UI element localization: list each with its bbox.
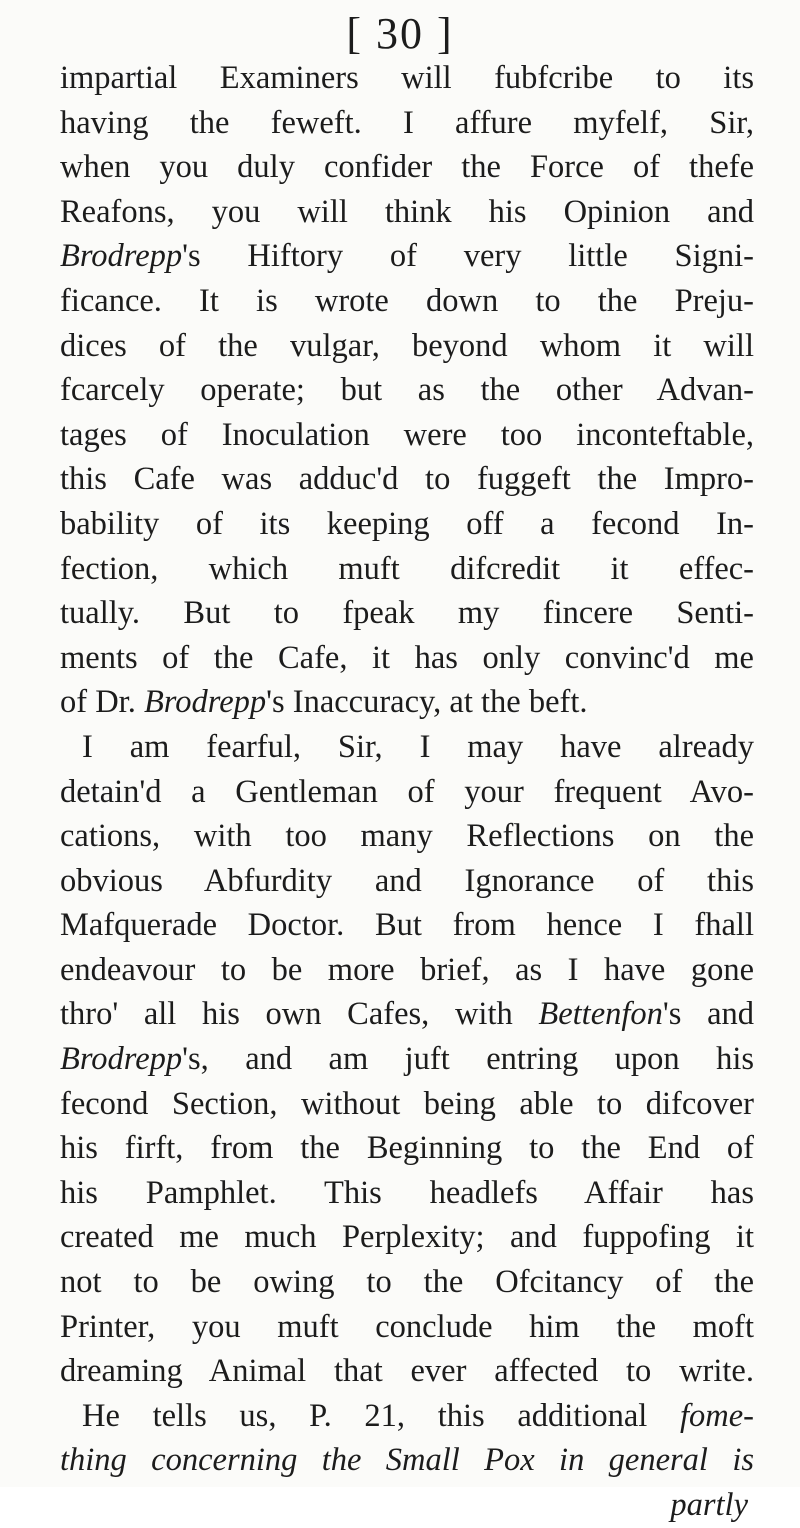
text-segment: this Cafe was adduc'd to fuggeft the Impro- [60, 461, 754, 498]
text-segment: cations, with too many Reflections on the [60, 818, 754, 855]
text-segment: fcarcely operate; but as the other Advan- [60, 372, 754, 409]
italic-text-segment: Brodrepp [60, 238, 183, 275]
text-segment: bability of its keeping off a fecond In- [60, 505, 754, 542]
text-line [60, 368, 754, 413]
text-line [60, 1483, 754, 1528]
text-line [60, 279, 754, 324]
text-segment: endeavour to be more brief, as I have gone [60, 951, 754, 988]
text-line [60, 1037, 754, 1082]
text-segment: Mafquerade Doctor. But from hence I fhall [60, 907, 754, 944]
text-segment: I am fearful, Sir, I may have already [82, 728, 754, 765]
text-segment: impartial Examiners will fubfcribe to its [60, 60, 754, 96]
text-segment: his Pamphlet. This headlefs Affair has [60, 1174, 754, 1211]
text-segment: not to be owing to the Ofcitancy of the [60, 1264, 754, 1301]
text-line [60, 101, 754, 146]
text-segment: thro' all his own Cafes, with [60, 996, 539, 1033]
italic-text-segment: fome- [680, 1397, 754, 1434]
italic-text-segment: Bettenfon [538, 996, 663, 1033]
text-segment: tually. But to fpeak my fincere Senti- [60, 595, 754, 632]
text-segment: 's, and am juft entring upon his [182, 1041, 754, 1078]
text-line [60, 145, 754, 190]
text-line [60, 324, 754, 369]
text-segment: Printer, you muft conclude him the moft [60, 1308, 754, 1345]
body-text [60, 56, 754, 1528]
text-line [60, 859, 754, 904]
text-segment: of Dr. [60, 684, 144, 721]
text-line [60, 56, 754, 101]
text-segment: He tells us, P. 21, this additional [82, 1397, 680, 1434]
italic-text-segment: partly [670, 1487, 748, 1523]
text-segment: ments of the Cafe, it has only convinc'd me [60, 639, 754, 676]
text-segment: tages of Inoculation were too inconteftable, [60, 416, 754, 453]
text-line [60, 190, 754, 235]
italic-text-segment: Brodrepp [143, 684, 267, 721]
text-segment: 's Inaccuracy, at the beft. [266, 684, 588, 721]
text-line [60, 1438, 754, 1483]
text-line [60, 1394, 754, 1439]
text-segment: ficance. It is wrote down to the Preju- [60, 282, 754, 319]
text-segment: when you duly confider the Force of thefe [60, 149, 754, 186]
text-line [60, 1171, 754, 1216]
text-line [60, 1260, 754, 1305]
text-segment: 's and [662, 996, 754, 1033]
text-segment: fecond Section, without being able to difcover [60, 1085, 754, 1122]
text-line [60, 814, 754, 859]
text-segment: dreaming Animal that ever affected to write. [60, 1353, 754, 1390]
text-segment: created me much Perplexity; and fuppofing it [60, 1219, 754, 1256]
text-line [60, 413, 754, 458]
text-line [60, 547, 754, 592]
text-segment: having the feweft. I affure myfelf, Sir, [60, 104, 754, 141]
italic-text-segment: thing concerning the Small Pox in general is [60, 1442, 754, 1479]
text-line [60, 1126, 754, 1171]
text-line [60, 502, 754, 547]
text-segment: detain'd a Gentleman of your frequent Avo- [60, 773, 754, 810]
text-line [60, 903, 754, 948]
text-line [60, 1082, 754, 1127]
text-line [60, 725, 754, 770]
text-line [60, 457, 754, 502]
text-line [60, 992, 754, 1037]
text-segment: his firft, from the Beginning to the End of [60, 1130, 754, 1167]
text-segment: obvious Abfurdity and Ignorance of this [60, 862, 754, 899]
text-line [60, 234, 754, 279]
page-number-header: [ 30 ] [346, 9, 454, 58]
text-line [60, 1215, 754, 1260]
text-line [60, 636, 754, 681]
text-line [60, 591, 754, 636]
text-line [60, 680, 754, 725]
text-line [60, 1349, 754, 1394]
text-line [60, 1305, 754, 1350]
text-line [60, 770, 754, 815]
text-line [60, 948, 754, 993]
italic-text-segment: Brodrepp [60, 1041, 183, 1078]
text-segment: 's Hiftory of very little Signi- [182, 238, 754, 275]
text-segment: fection, which muft difcredit it effec- [60, 550, 754, 587]
text-segment: dices of the vulgar, beyond whom it will [60, 327, 754, 364]
text-segment: Reafons, you will think his Opinion and [60, 193, 754, 230]
